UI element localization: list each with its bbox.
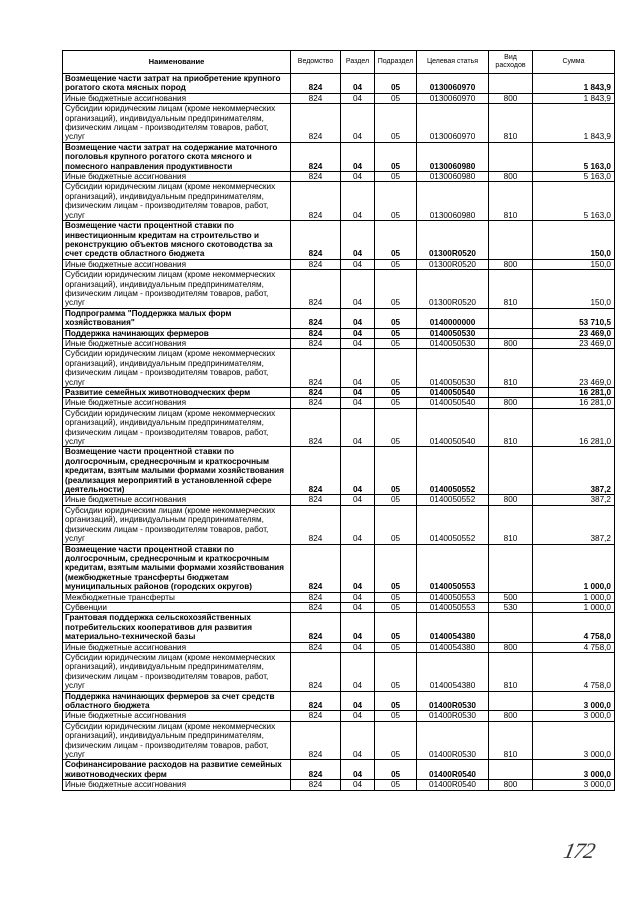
cell-target: 0140050553 (417, 602, 489, 612)
cell-target: 0130060980 (417, 182, 489, 221)
cell-name: Иные бюджетные ассигнования (63, 711, 291, 721)
cell-section: 04 (341, 495, 375, 505)
cell-target: 01300R0520 (417, 259, 489, 269)
cell-subsection: 05 (375, 691, 417, 711)
table-row (63, 398, 615, 408)
cell-target: 0140050552 (417, 447, 489, 495)
cell-sum: 3 000,0 (533, 760, 615, 780)
cell-section: 04 (341, 711, 375, 721)
cell-name: Поддержка начинающих фермеров за счет средств областного бюджета (63, 691, 291, 711)
cell-section: 04 (341, 602, 375, 612)
table-row (63, 642, 615, 652)
cell-section: 04 (341, 505, 375, 544)
cell-target: 0140054380 (417, 652, 489, 691)
cell-section: 04 (341, 74, 375, 94)
cell-name: Возмещение части процентной ставки по долгосрочным, среднесрочным и краткосрочным кредитам, взятым малыми формами хозяйствования (реализация мероприятий в установленной сфере деятельности) (63, 447, 291, 495)
cell-section: 04 (341, 544, 375, 592)
cell-sum: 5 163,0 (533, 142, 615, 171)
table-row (63, 613, 615, 642)
cell-section: 04 (341, 642, 375, 652)
cell-section: 04 (341, 447, 375, 495)
cell-section: 04 (341, 308, 375, 328)
cell-sum: 150,0 (533, 259, 615, 269)
cell-name: Грантовая поддержка сельскохозяйственных потребительских кооперативов для развития материально-технической базы (63, 613, 291, 642)
cell-target: 0130060970 (417, 93, 489, 103)
cell-sum: 23 469,0 (533, 349, 615, 388)
cell-subsection: 05 (375, 495, 417, 505)
cell-sum: 16 281,0 (533, 408, 615, 447)
cell-name: Возмещение части процентной ставки по инвестиционным кредитам на строительство и реконструкцию объектов мясного скотоводства за счет средств областного бюджета (63, 221, 291, 260)
cell-target: 01400R0540 (417, 780, 489, 790)
table-row (63, 221, 615, 260)
cell-target: 0140050552 (417, 505, 489, 544)
cell-target: 0140054380 (417, 613, 489, 642)
cell-expense-type (489, 691, 533, 711)
cell-section: 04 (341, 328, 375, 338)
col-header-expense-type: Вид расходов (489, 51, 533, 74)
table-row (63, 270, 615, 309)
cell-dept: 824 (291, 142, 341, 171)
cell-target: 01400R0530 (417, 691, 489, 711)
cell-expense-type: 800 (489, 259, 533, 269)
cell-name: Возмещение части затрат на приобретение крупного рогатого скота мясных пород (63, 74, 291, 94)
cell-subsection: 05 (375, 602, 417, 612)
cell-expense-type: 810 (489, 270, 533, 309)
cell-target: 0140050552 (417, 495, 489, 505)
cell-name: Иные бюджетные ассигнования (63, 259, 291, 269)
cell-name: Межбюджетные трансферты (63, 592, 291, 602)
cell-expense-type: 800 (489, 780, 533, 790)
table-row (63, 328, 615, 338)
cell-subsection: 05 (375, 104, 417, 143)
cell-sum: 3 000,0 (533, 711, 615, 721)
cell-name: Субсидии юридическим лицам (кроме некоммерческих организаций), индивидуальным предпринимателям, физическим лицам - производителям товаров, работ, услуг (63, 721, 291, 760)
cell-subsection: 05 (375, 613, 417, 642)
cell-dept: 824 (291, 308, 341, 328)
cell-subsection: 05 (375, 221, 417, 260)
cell-name: Субсидии юридическим лицам (кроме некоммерческих организаций), индивидуальным предпринимателям, физическим лицам - производителям товаров, работ, услуг (63, 270, 291, 309)
cell-sum: 387,2 (533, 505, 615, 544)
handwritten-page-number: 172 (561, 838, 597, 863)
cell-sum: 1 000,0 (533, 602, 615, 612)
cell-target: 0140050540 (417, 408, 489, 447)
cell-sum: 4 758,0 (533, 642, 615, 652)
cell-target: 0140050530 (417, 328, 489, 338)
table-row (63, 505, 615, 544)
table-row (63, 760, 615, 780)
cell-sum: 1 843,9 (533, 74, 615, 94)
cell-target: 0130060980 (417, 172, 489, 182)
cell-subsection: 05 (375, 308, 417, 328)
cell-expense-type: 810 (489, 505, 533, 544)
cell-subsection: 05 (375, 408, 417, 447)
cell-subsection: 05 (375, 172, 417, 182)
cell-expense-type: 800 (489, 642, 533, 652)
cell-sum: 387,2 (533, 447, 615, 495)
cell-section: 04 (341, 388, 375, 398)
cell-dept: 824 (291, 544, 341, 592)
cell-expense-type (489, 388, 533, 398)
cell-name: Иные бюджетные ассигнования (63, 172, 291, 182)
cell-target: 0140050540 (417, 398, 489, 408)
cell-subsection: 05 (375, 74, 417, 94)
cell-name: Субвенции (63, 602, 291, 612)
header-row (63, 51, 615, 74)
cell-expense-type: 810 (489, 349, 533, 388)
cell-dept: 824 (291, 721, 341, 760)
cell-section: 04 (341, 259, 375, 269)
cell-subsection: 05 (375, 592, 417, 602)
table-row (63, 711, 615, 721)
cell-subsection: 05 (375, 328, 417, 338)
col-header-sum: Сумма (533, 51, 615, 74)
cell-name: Субсидии юридическим лицам (кроме некоммерческих организаций), индивидуальным предпринимателям, физическим лицам - производителям товаров, работ, услуг (63, 652, 291, 691)
table-row (63, 447, 615, 495)
table-row (63, 408, 615, 447)
cell-dept: 824 (291, 495, 341, 505)
cell-subsection: 05 (375, 349, 417, 388)
cell-subsection: 05 (375, 711, 417, 721)
cell-dept: 824 (291, 328, 341, 338)
cell-target: 0130060970 (417, 104, 489, 143)
cell-expense-type (489, 221, 533, 260)
table-row (63, 592, 615, 602)
cell-subsection: 05 (375, 447, 417, 495)
cell-expense-type: 800 (489, 398, 533, 408)
cell-expense-type: 810 (489, 182, 533, 221)
table-row (63, 338, 615, 348)
cell-expense-type: 810 (489, 408, 533, 447)
cell-subsection: 05 (375, 544, 417, 592)
cell-expense-type (489, 74, 533, 94)
cell-section: 04 (341, 338, 375, 348)
cell-expense-type (489, 142, 533, 171)
cell-section: 04 (341, 172, 375, 182)
table-row (63, 308, 615, 328)
cell-expense-type: 810 (489, 104, 533, 143)
table-row (63, 172, 615, 182)
cell-section: 04 (341, 182, 375, 221)
cell-dept: 824 (291, 388, 341, 398)
cell-subsection: 05 (375, 398, 417, 408)
cell-sum: 150,0 (533, 221, 615, 260)
cell-sum: 1 000,0 (533, 544, 615, 592)
table-row (63, 182, 615, 221)
cell-target: 01400R0540 (417, 760, 489, 780)
table-row (63, 780, 615, 790)
cell-target: 01400R0530 (417, 721, 489, 760)
cell-name: Развитие семейных животноводческих ферм (63, 388, 291, 398)
cell-expense-type (489, 447, 533, 495)
cell-name: Иные бюджетные ассигнования (63, 780, 291, 790)
table-row (63, 388, 615, 398)
cell-expense-type (489, 613, 533, 642)
cell-sum: 387,2 (533, 495, 615, 505)
cell-section: 04 (341, 652, 375, 691)
cell-sum: 1 843,9 (533, 93, 615, 103)
cell-subsection: 05 (375, 721, 417, 760)
cell-dept: 824 (291, 408, 341, 447)
table-row (63, 259, 615, 269)
table-row (63, 721, 615, 760)
table-row (63, 602, 615, 612)
cell-name: Подпрограмма "Поддержка малых форм хозяйствования" (63, 308, 291, 328)
cell-target: 0140050530 (417, 338, 489, 348)
cell-name: Субсидии юридическим лицам (кроме некоммерческих организаций), индивидуальным предпринимателям, физическим лицам - производителям товаров, работ, услуг (63, 505, 291, 544)
cell-name: Субсидии юридическим лицам (кроме некоммерческих организаций), индивидуальным предпринимателям, физическим лицам - производителям товаров, работ, услуг (63, 182, 291, 221)
cell-expense-type: 800 (489, 172, 533, 182)
cell-section: 04 (341, 221, 375, 260)
cell-subsection: 05 (375, 505, 417, 544)
cell-section: 04 (341, 721, 375, 760)
cell-name: Иные бюджетные ассигнования (63, 642, 291, 652)
cell-name: Субсидии юридическим лицам (кроме некоммерческих организаций), индивидуальным предпринимателям, физическим лицам - производителям товаров, работ, услуг (63, 408, 291, 447)
cell-section: 04 (341, 398, 375, 408)
cell-sum: 3 000,0 (533, 691, 615, 711)
cell-section: 04 (341, 760, 375, 780)
cell-target: 01400R0530 (417, 711, 489, 721)
cell-dept: 824 (291, 691, 341, 711)
cell-section: 04 (341, 592, 375, 602)
table-row (63, 142, 615, 171)
cell-dept: 824 (291, 259, 341, 269)
cell-dept: 824 (291, 221, 341, 260)
cell-dept: 824 (291, 398, 341, 408)
table-row (63, 495, 615, 505)
cell-expense-type: 810 (489, 721, 533, 760)
cell-subsection: 05 (375, 388, 417, 398)
cell-sum: 53 710,5 (533, 308, 615, 328)
table-row (63, 349, 615, 388)
cell-target: 01300R0520 (417, 270, 489, 309)
table-row (63, 104, 615, 143)
cell-subsection: 05 (375, 760, 417, 780)
cell-sum: 150,0 (533, 270, 615, 309)
cell-subsection: 05 (375, 93, 417, 103)
cell-name: Иные бюджетные ассигнования (63, 495, 291, 505)
cell-dept: 824 (291, 505, 341, 544)
col-header-target: Целевая статья (417, 51, 489, 74)
cell-target: 0130060970 (417, 74, 489, 94)
cell-dept: 824 (291, 760, 341, 780)
table-row (63, 544, 615, 592)
col-header-dept: Ведомство (291, 51, 341, 74)
cell-target: 0140050553 (417, 544, 489, 592)
cell-name: Возмещение части процентной ставки по долгосрочным, среднесрочным и краткосрочным кредитам, взятым малыми формами хозяйствования (межбюджетные трансферты бюджетам муниципальных районов (городских округов) (63, 544, 291, 592)
cell-expense-type (489, 308, 533, 328)
cell-dept: 824 (291, 270, 341, 309)
cell-subsection: 05 (375, 270, 417, 309)
cell-dept: 824 (291, 780, 341, 790)
cell-target: 0140050530 (417, 349, 489, 388)
cell-target: 0140050540 (417, 388, 489, 398)
cell-dept: 824 (291, 104, 341, 143)
cell-expense-type: 800 (489, 338, 533, 348)
cell-name: Возмещение части затрат на содержание маточного поголовья крупного рогатого скота мясного и помесного направления продуктивности (63, 142, 291, 171)
cell-sum: 16 281,0 (533, 398, 615, 408)
cell-dept: 824 (291, 349, 341, 388)
cell-subsection: 05 (375, 652, 417, 691)
cell-dept: 824 (291, 93, 341, 103)
table-row (63, 93, 615, 103)
cell-subsection: 05 (375, 259, 417, 269)
cell-section: 04 (341, 142, 375, 171)
cell-expense-type: 500 (489, 592, 533, 602)
cell-target: 0130060980 (417, 142, 489, 171)
cell-sum: 3 000,0 (533, 721, 615, 760)
cell-sum: 1 843,9 (533, 104, 615, 143)
cell-subsection: 05 (375, 182, 417, 221)
cell-name: Софинансирование расходов на развитие семейных животноводческих ферм (63, 760, 291, 780)
cell-sum: 1 000,0 (533, 592, 615, 602)
table-row (63, 74, 615, 94)
cell-sum: 4 758,0 (533, 652, 615, 691)
cell-dept: 824 (291, 172, 341, 182)
table-body (63, 74, 615, 791)
cell-expense-type (489, 544, 533, 592)
cell-dept: 824 (291, 182, 341, 221)
cell-target: 0140000000 (417, 308, 489, 328)
cell-sum: 23 469,0 (533, 328, 615, 338)
cell-dept: 824 (291, 602, 341, 612)
cell-section: 04 (341, 93, 375, 103)
cell-section: 04 (341, 270, 375, 309)
cell-expense-type: 530 (489, 602, 533, 612)
cell-expense-type: 800 (489, 93, 533, 103)
cell-section: 04 (341, 613, 375, 642)
cell-dept: 824 (291, 642, 341, 652)
cell-section: 04 (341, 349, 375, 388)
cell-expense-type (489, 328, 533, 338)
cell-section: 04 (341, 408, 375, 447)
cell-section: 04 (341, 104, 375, 143)
cell-subsection: 05 (375, 780, 417, 790)
cell-expense-type: 800 (489, 495, 533, 505)
cell-sum: 3 000,0 (533, 780, 615, 790)
cell-dept: 824 (291, 74, 341, 94)
table-row (63, 691, 615, 711)
cell-expense-type: 810 (489, 652, 533, 691)
cell-subsection: 05 (375, 142, 417, 171)
cell-dept: 824 (291, 338, 341, 348)
cell-section: 04 (341, 691, 375, 711)
cell-dept: 824 (291, 613, 341, 642)
table-row (63, 652, 615, 691)
cell-expense-type (489, 760, 533, 780)
cell-target: 0140054380 (417, 642, 489, 652)
budget-table (62, 50, 615, 791)
cell-name: Иные бюджетные ассигнования (63, 398, 291, 408)
cell-subsection: 05 (375, 642, 417, 652)
col-header-name: Наименование (63, 51, 291, 74)
cell-name: Поддержка начинающих фермеров (63, 328, 291, 338)
cell-sum: 5 163,0 (533, 172, 615, 182)
cell-subsection: 05 (375, 338, 417, 348)
cell-dept: 824 (291, 592, 341, 602)
cell-dept: 824 (291, 711, 341, 721)
cell-section: 04 (341, 780, 375, 790)
budget-table-sheet (62, 50, 614, 791)
col-header-section: Раздел (341, 51, 375, 74)
cell-sum: 16 281,0 (533, 388, 615, 398)
cell-dept: 824 (291, 652, 341, 691)
cell-name: Иные бюджетные ассигнования (63, 93, 291, 103)
cell-sum: 4 758,0 (533, 613, 615, 642)
cell-name: Субсидии юридическим лицам (кроме некоммерческих организаций), индивидуальным предпринимателям, физическим лицам - производителям товаров, работ, услуг (63, 349, 291, 388)
cell-sum: 5 163,0 (533, 182, 615, 221)
cell-target: 0140050553 (417, 592, 489, 602)
cell-sum: 23 469,0 (533, 338, 615, 348)
cell-name: Иные бюджетные ассигнования (63, 338, 291, 348)
cell-target: 01300R0520 (417, 221, 489, 260)
col-header-subsection: Подраздел (375, 51, 417, 74)
cell-name: Субсидии юридическим лицам (кроме некоммерческих организаций), индивидуальным предпринимателям, физическим лицам - производителям товаров, работ, услуг (63, 104, 291, 143)
cell-dept: 824 (291, 447, 341, 495)
cell-expense-type: 800 (489, 711, 533, 721)
